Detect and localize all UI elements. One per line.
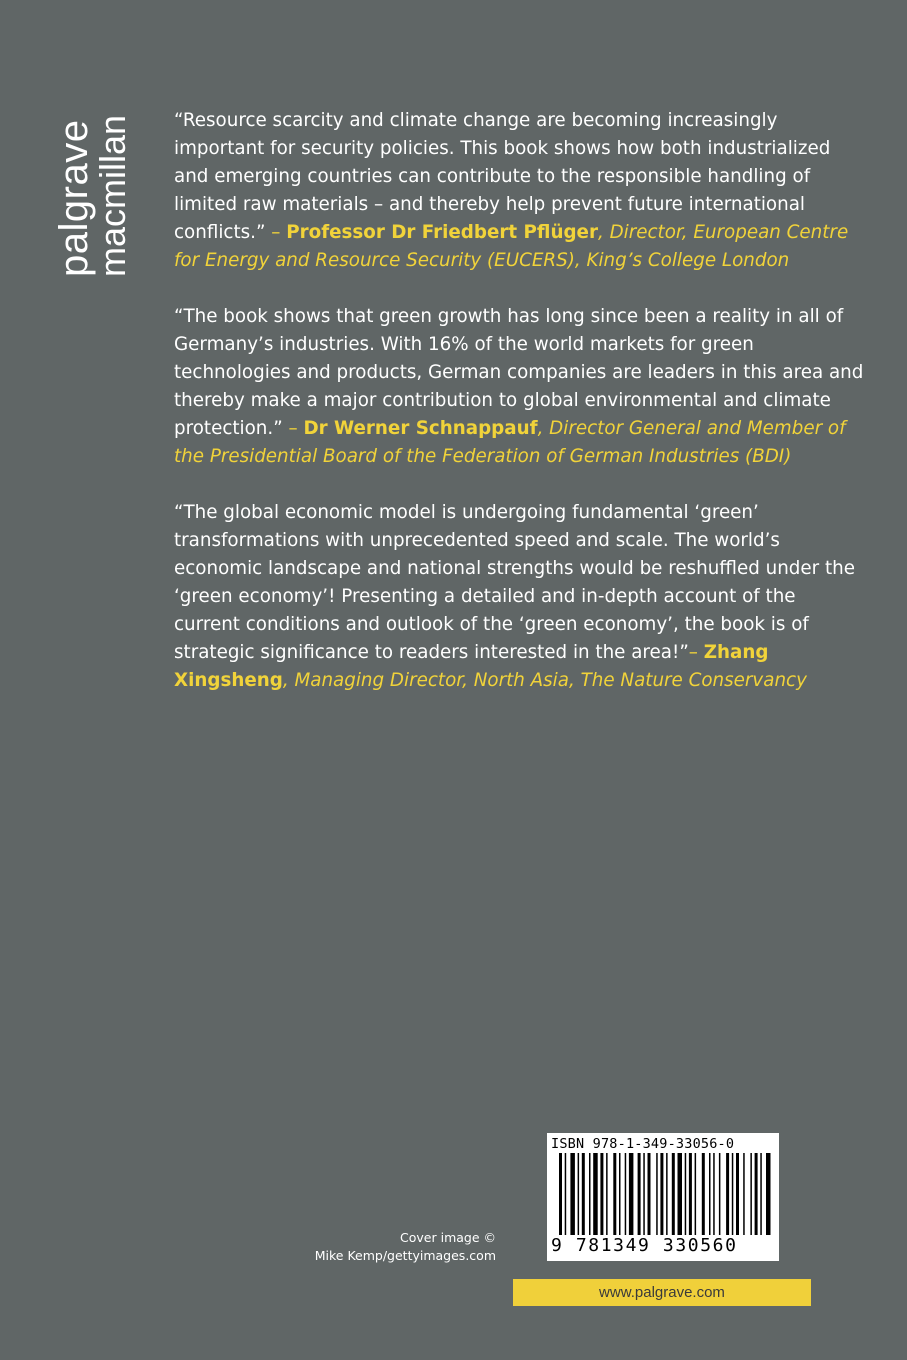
barcode-bar xyxy=(672,1153,675,1235)
barcode-bar xyxy=(578,1153,580,1235)
barcode-bar xyxy=(606,1153,608,1235)
cover-image-credit xyxy=(276,1229,496,1265)
logo-palgrave: palgrave xyxy=(52,119,96,277)
quote-author: Zhang Xingsheng xyxy=(174,642,769,691)
quote-dash: – xyxy=(282,418,304,439)
barcode-bar xyxy=(638,1153,641,1235)
quote-author: Dr Werner Schnappauf xyxy=(303,418,538,439)
barcode-bar xyxy=(689,1153,692,1235)
barcode-bar xyxy=(695,1153,697,1235)
quote-dash: – xyxy=(688,642,704,663)
endorsement-3 xyxy=(174,499,864,695)
barcode-digits: 9 781349 330560 xyxy=(551,1235,738,1256)
endorsements xyxy=(174,107,864,723)
isbn-label: ISBN 978-1-349-33056-0 xyxy=(551,1136,735,1152)
barcode-bar xyxy=(648,1153,651,1235)
website-banner[interactable]: www.palgrave.com xyxy=(513,1279,811,1306)
palgrave-macmillan-logo xyxy=(54,102,134,277)
endorsement-1 xyxy=(174,107,864,275)
quote-author-role: , Director General and Member of the Presidential Board of the Federation of German Industries (BDI) xyxy=(174,418,846,467)
barcode-bar xyxy=(600,1153,603,1235)
barcode-bar xyxy=(565,1153,567,1235)
isbn-barcode xyxy=(547,1133,779,1261)
barcode-bar xyxy=(732,1153,734,1235)
barcode-bar xyxy=(750,1153,752,1235)
barcode-bar xyxy=(643,1153,645,1235)
endorsement-2 xyxy=(174,303,864,471)
barcode-bar xyxy=(570,1153,575,1235)
barcode-bar xyxy=(736,1153,739,1235)
barcode-bar xyxy=(719,1153,721,1235)
barcode-bar xyxy=(709,1153,711,1235)
barcode-bar xyxy=(755,1153,758,1235)
barcode-bar xyxy=(685,1153,687,1235)
barcode-bar xyxy=(660,1153,663,1235)
barcode-bar xyxy=(589,1153,591,1235)
barcode-bar xyxy=(726,1153,729,1235)
credit-line-2: Mike Kemp/gettyimages.com xyxy=(314,1248,496,1263)
quote-author-role: , Managing Director, North Asia, The Nature Conservancy xyxy=(282,670,807,691)
barcode-bar xyxy=(766,1153,771,1235)
barcode-bar xyxy=(613,1153,616,1235)
barcode-bar xyxy=(713,1153,715,1235)
credit-line-1: Cover image © xyxy=(400,1230,496,1245)
barcode-bar xyxy=(760,1153,762,1235)
quote-text: “Resource scarcity and climate change are becoming increasingly important for security policies. This book shows how both industrialized and emerging countries can contribute to the responsible handling of limited raw materials – and thereby help prevent future international conflicts.” xyxy=(174,110,831,243)
barcode-bar xyxy=(702,1153,705,1235)
quote-author: Professor Dr Friedbert Pflüger xyxy=(286,222,598,243)
barcode-bar xyxy=(629,1153,634,1235)
barcode-bar xyxy=(593,1153,598,1235)
quote-author-role: , Director, European Centre for Energy and Resource Security (EUCERS), King’s College London xyxy=(174,222,849,271)
logo-macmillan: macmillan xyxy=(92,114,133,277)
barcode-bar xyxy=(582,1153,585,1235)
barcode-bar xyxy=(656,1153,658,1235)
barcode-bar xyxy=(559,1153,562,1235)
quote-text: “The global economic model is undergoing fundamental ‘green’ transformations with unprecedented speed and scale. The world’s economic landscape and national strengths would be reshuffled under the ‘green economy’! Presenting a detailed and in-depth account of the current conditions and outlook of the ‘green economy’, the book is of strategic significance to readers interested in the area!” xyxy=(174,502,855,663)
barcode-bar xyxy=(743,1153,745,1235)
barcode-bar xyxy=(666,1153,668,1235)
quote-dash: – xyxy=(265,222,287,243)
barcode-bar xyxy=(678,1153,683,1235)
barcode-bar xyxy=(619,1153,621,1235)
quote-text: “The book shows that green growth has long since been a reality in all of Germany’s industries. With 16% of the world markets for green technologies and products, German companies are leaders in this area and thereby make a major contribution to global environmental and climate protection.” xyxy=(174,306,864,439)
barcode-bar xyxy=(625,1153,627,1235)
